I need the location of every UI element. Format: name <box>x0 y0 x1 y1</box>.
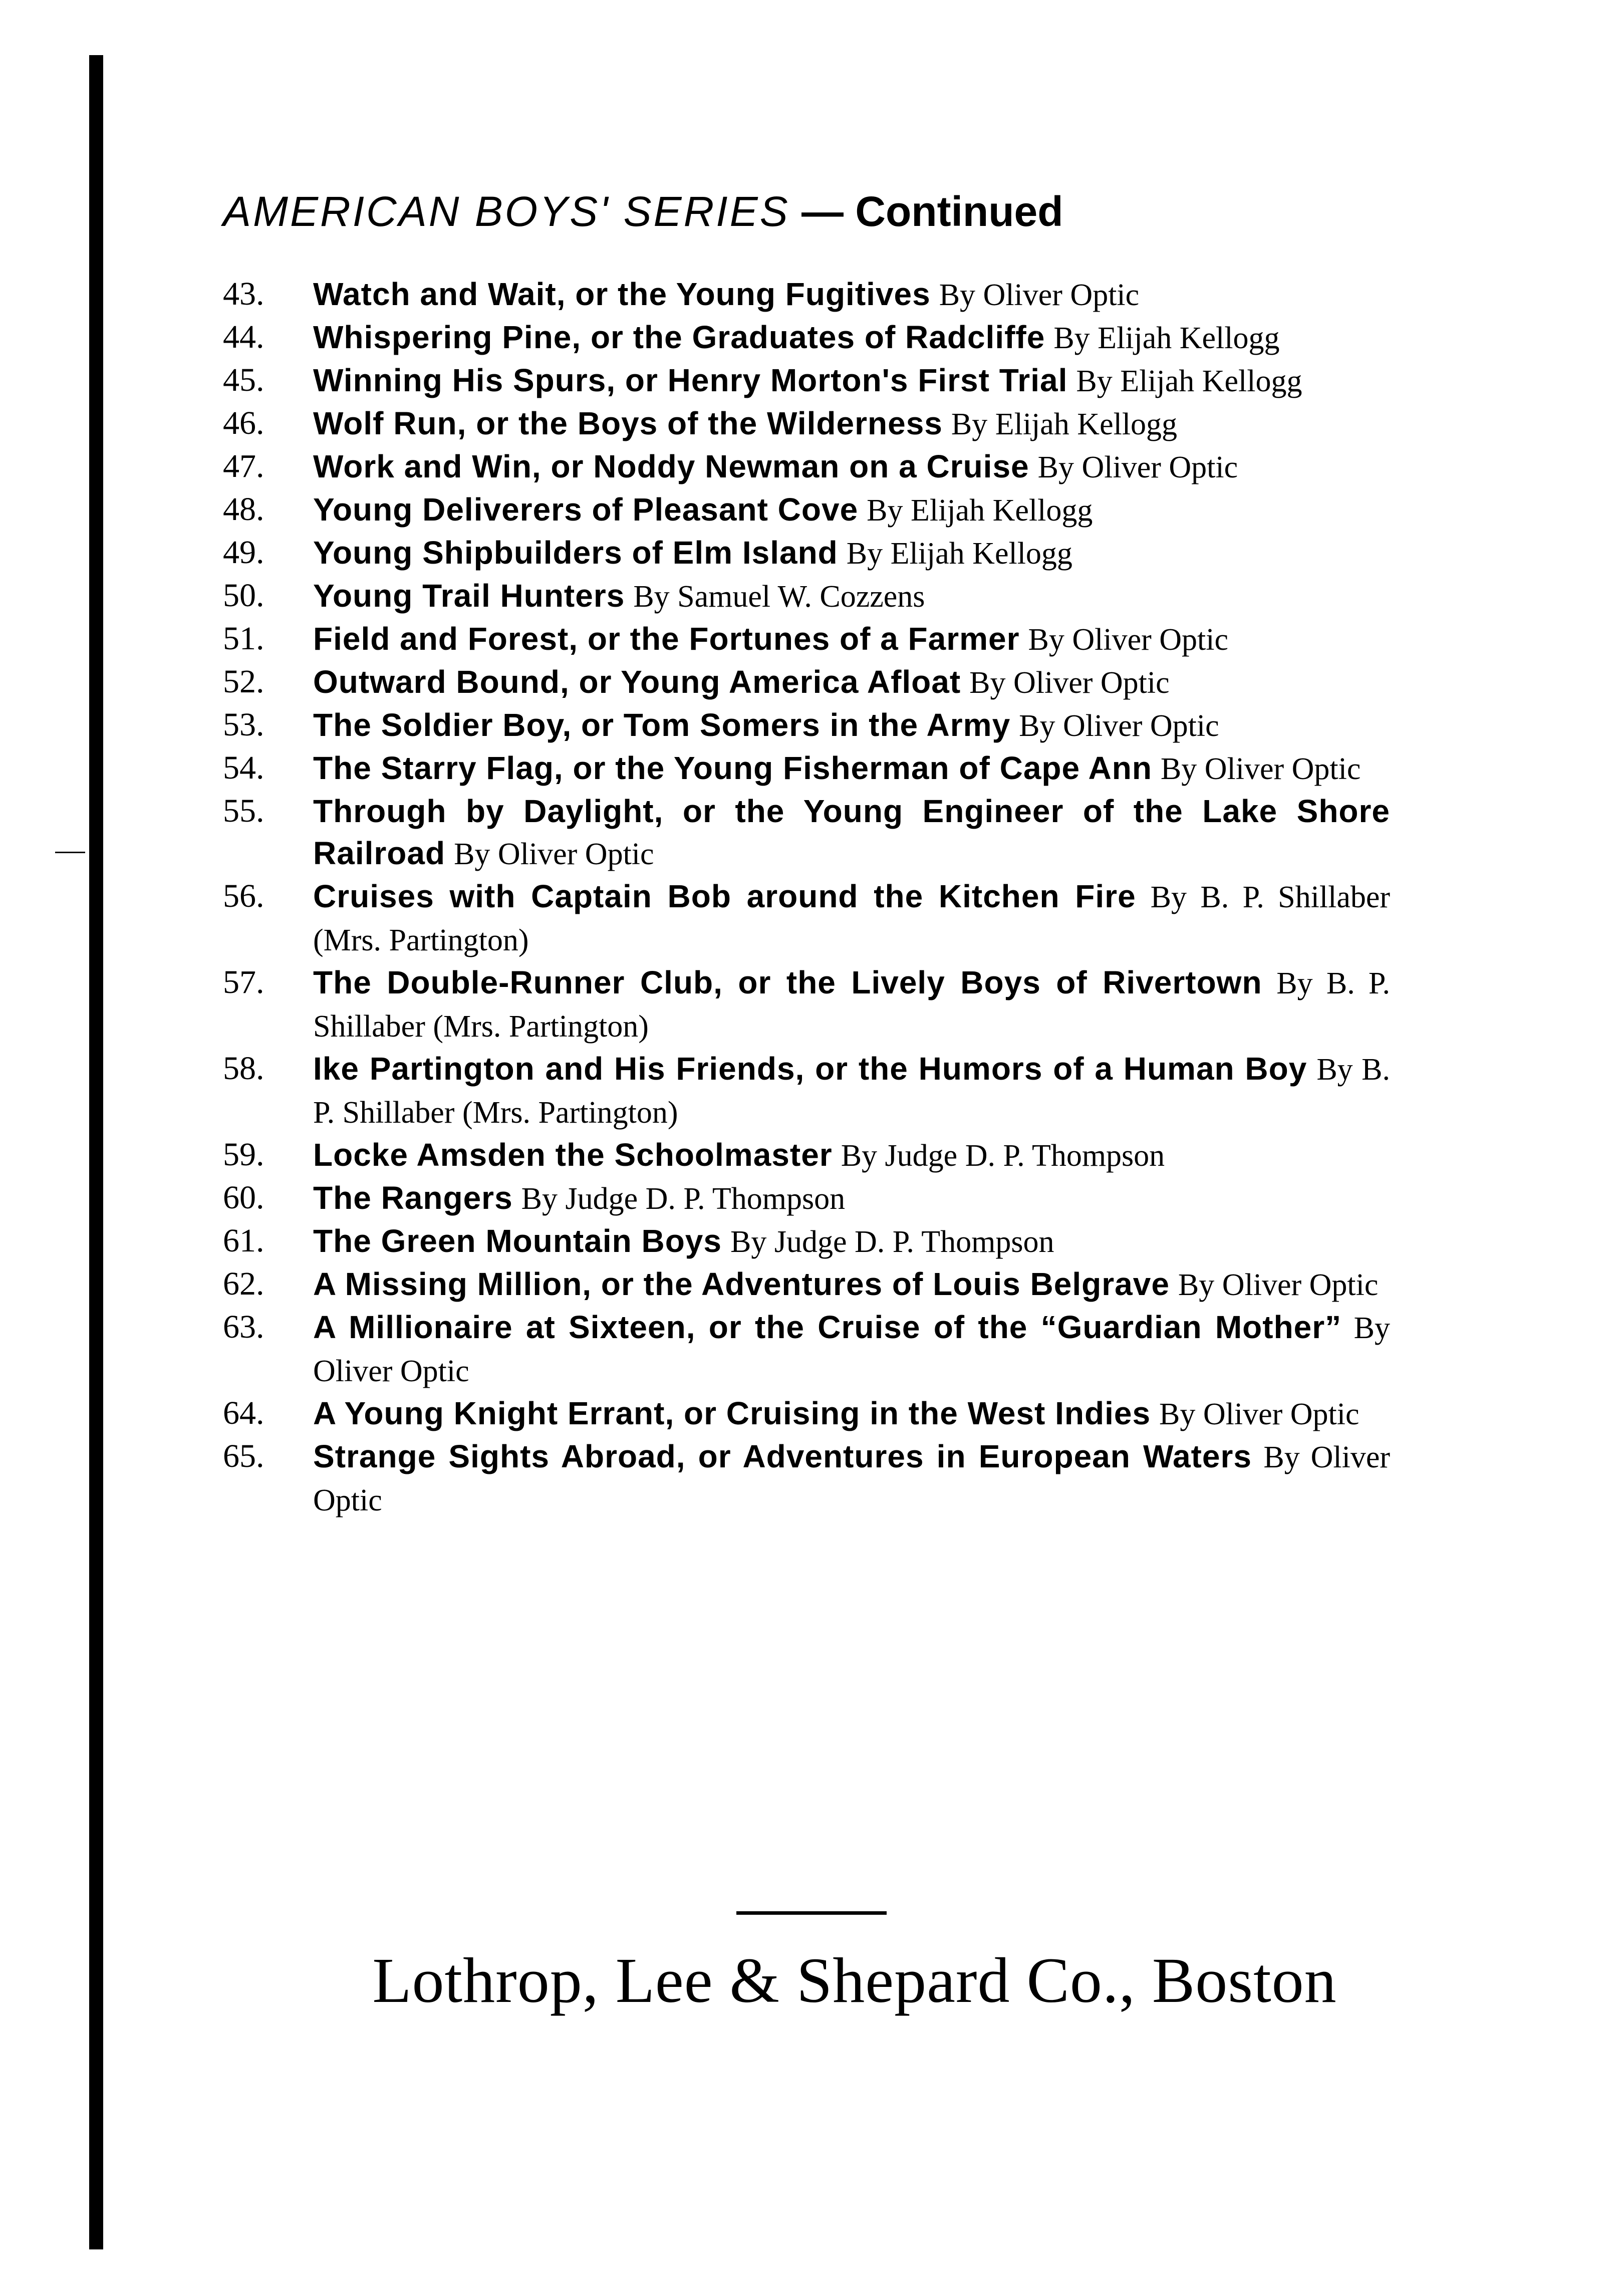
entry-number: 49. <box>223 534 264 571</box>
book-title: Through by Daylight, or the Young Engineer of the Lake Shore Railroad <box>313 793 1390 871</box>
book-entry <box>223 618 1390 661</box>
book-title: The Green Mountain Boys <box>313 1223 722 1259</box>
book-author: By Oliver Optic <box>313 1440 1391 1517</box>
entry-number: 54. <box>223 749 264 786</box>
book-entry <box>223 1220 1390 1263</box>
book-title: Strange Sights Abroad, or Adventures in European Waters <box>313 1438 1252 1474</box>
book-entry <box>223 704 1390 747</box>
book-author: By Oliver Optic <box>969 666 1170 700</box>
book-entry <box>223 1134 1390 1177</box>
book-title: Outward Bound, or Young America Afloat <box>313 664 961 700</box>
entry-number: 61. <box>223 1222 264 1259</box>
heading-dash: — <box>789 188 856 235</box>
book-author: By Oliver Optic <box>1037 450 1238 484</box>
book-title: The Starry Flag, or the Young Fisherman of Cape Ann <box>313 750 1152 786</box>
entry-number: 55. <box>223 793 264 829</box>
entry-number: 46. <box>223 405 264 441</box>
book-entry <box>223 273 1390 316</box>
book-entry <box>223 875 1390 961</box>
book-author: By Samuel W. Cozzens <box>633 580 925 614</box>
book-title: Young Deliverers of Pleasant Cove <box>313 491 859 528</box>
book-author: By B. P. Shillaber (Mrs. Partington) <box>313 966 1391 1044</box>
entry-number: 64. <box>223 1395 264 1431</box>
entry-number: 63. <box>223 1309 264 1345</box>
book-entry <box>223 661 1390 704</box>
book-entry <box>223 316 1390 359</box>
book-entry <box>223 359 1390 402</box>
entry-number: 56. <box>223 878 264 914</box>
book-title: Locke Amsden the Schoolmaster <box>313 1137 833 1173</box>
margin-mark <box>55 852 85 853</box>
page-heading <box>223 190 1063 233</box>
book-entry <box>223 747 1390 790</box>
book-author: By Oliver Optic <box>313 1311 1391 1388</box>
book-entry <box>223 402 1390 445</box>
divider-rule <box>736 1911 887 1915</box>
binding-edge <box>89 55 103 2249</box>
book-title: A Young Knight Errant, or Cruising in the West Indies <box>313 1395 1151 1431</box>
book-entry <box>223 1435 1390 1521</box>
book-title: Winning His Spurs, or Henry Morton's First Trial <box>313 362 1068 398</box>
book-author: By Oliver Optic <box>454 837 654 871</box>
series-title: AMERICAN BOYS' SERIES <box>223 188 790 235</box>
heading-continued: Continued <box>855 188 1063 235</box>
book-entry <box>223 575 1390 618</box>
entry-number: 60. <box>223 1179 264 1216</box>
book-list <box>223 273 1390 1521</box>
book-entry <box>223 790 1390 875</box>
book-title: Field and Forest, or the Fortunes of a Farmer <box>313 621 1020 657</box>
entry-number: 43. <box>223 276 264 312</box>
entry-number: 65. <box>223 1438 264 1474</box>
book-entry <box>223 1306 1390 1392</box>
book-author: By Oliver Optic <box>1159 1397 1360 1431</box>
book-title: Whispering Pine, or the Graduates of Radcliffe <box>313 319 1045 355</box>
entry-number: 52. <box>223 663 264 700</box>
entry-number: 57. <box>223 964 264 1000</box>
book-author: By Oliver Optic <box>1019 709 1219 743</box>
book-entry <box>223 961 1390 1048</box>
book-entry <box>223 488 1390 532</box>
book-entry <box>223 1177 1390 1220</box>
entry-number: 58. <box>223 1050 264 1087</box>
book-author: By Elijah Kellogg <box>1053 321 1280 355</box>
book-author: By B. P. Shillaber (Mrs. Partington) <box>313 1053 1391 1130</box>
book-author: By Judge D. P. Thompson <box>521 1182 846 1216</box>
book-title: Young Shipbuilders of Elm Island <box>313 535 838 571</box>
book-entry <box>223 1392 1390 1435</box>
book-title: A Millionaire at Sixteen, or the Cruise of the “Guardian Mother” <box>313 1309 1342 1345</box>
book-author: By Elijah Kellogg <box>846 537 1072 571</box>
entry-number: 45. <box>223 362 264 398</box>
book-title: A Missing Million, or the Adventures of Louis Belgrave <box>313 1266 1170 1302</box>
book-author: By Judge D. P. Thompson <box>841 1139 1165 1173</box>
book-title: Young Trail Hunters <box>313 578 625 614</box>
publisher-imprint: Lothrop, Lee & Shepard Co., Boston <box>372 1945 1337 2016</box>
book-title: Watch and Wait, or the Young Fugitives <box>313 276 931 312</box>
entry-number: 47. <box>223 448 264 484</box>
book-title: The Soldier Boy, or Tom Somers in the Army <box>313 707 1011 743</box>
book-author: By Elijah Kellogg <box>867 493 1093 528</box>
entry-number: 53. <box>223 706 264 743</box>
book-title: Ike Partington and His Friends, or the Humors of a Human Boy <box>313 1051 1307 1087</box>
book-title: The Rangers <box>313 1180 513 1216</box>
book-author: By Judge D. P. Thompson <box>730 1225 1054 1259</box>
book-title: Cruises with Captain Bob around the Kitchen Fire <box>313 878 1136 914</box>
book-author: By Oliver Optic <box>1028 623 1229 657</box>
book-title: The Double-Runner Club, or the Lively Boys of Rivertown <box>313 964 1262 1000</box>
book-author: By Elijah Kellogg <box>951 407 1178 441</box>
entry-number: 50. <box>223 577 264 614</box>
book-title: Work and Win, or Noddy Newman on a Cruise <box>313 448 1029 484</box>
book-author: By Oliver Optic <box>1178 1268 1379 1302</box>
entry-number: 62. <box>223 1265 264 1302</box>
book-author: By Oliver Optic <box>1160 752 1361 786</box>
book-author: By B. P. Shillaber (Mrs. Partington) <box>313 880 1391 957</box>
book-entry <box>223 532 1390 575</box>
book-entry <box>223 1048 1390 1134</box>
book-title: Wolf Run, or the Boys of the Wilderness <box>313 405 943 441</box>
book-entry <box>223 445 1390 488</box>
entry-number: 59. <box>223 1136 264 1173</box>
book-author: By Elijah Kellogg <box>1076 364 1302 398</box>
entry-number: 51. <box>223 620 264 657</box>
book-author: By Oliver Optic <box>939 278 1140 312</box>
book-entry <box>223 1263 1390 1306</box>
entry-number: 44. <box>223 319 264 355</box>
entry-number: 48. <box>223 491 264 528</box>
